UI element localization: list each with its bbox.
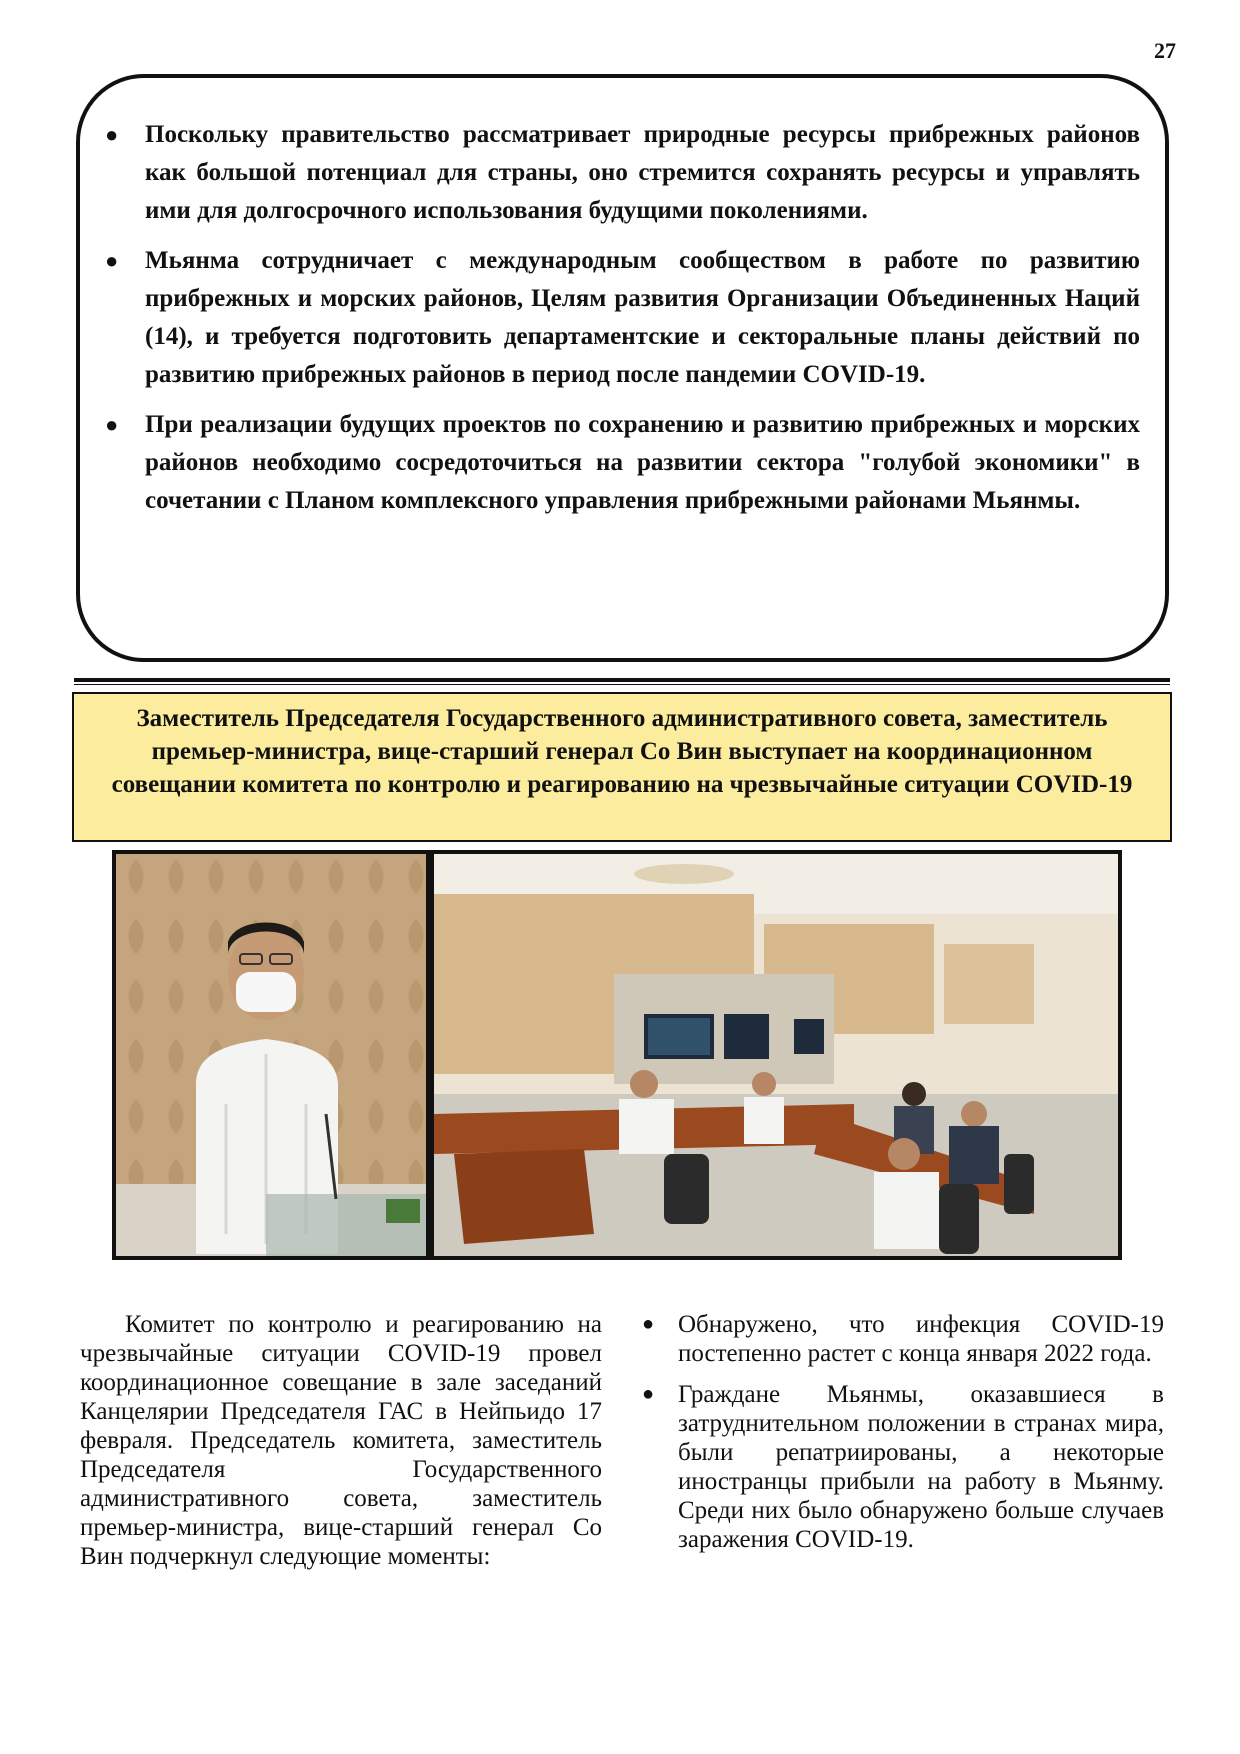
list-item xyxy=(105,116,1140,230)
bullet-icon: ● xyxy=(105,122,119,147)
bullet-text: Мьянма сотрудничает с международным сообществом в работе по развитию прибрежных и морских районов, Целям развития Организации Объединенных Наций (14), и требуется подготовить департаментские и секторальные планы действий по развитию прибрежных районов в период после пандемии COVID-19. xyxy=(145,247,1140,388)
meeting-room-illustration xyxy=(434,854,1122,1260)
bullet-icon: ● xyxy=(642,1383,655,1405)
bullet-text: Поскольку правительство рассматривает природные ресурсы прибрежных районов как большой потенциал для страны, оно стремится сохранять ресурсы и управлять ими для долгосрочного использования будущими поколениями. xyxy=(145,121,1140,224)
page-number: 27 xyxy=(1154,38,1176,63)
article-body-right-list xyxy=(638,1310,1164,1566)
section-divider xyxy=(74,678,1170,682)
bullet-icon: ● xyxy=(105,412,119,437)
speaker-photo xyxy=(112,850,430,1260)
bullet-text: Граждане Мьянмы, оказавшиеся в затруднительном положении в странах мира, были репатриированы, а некоторые иностранцы прибыли на работу в Мьянму. Среди них было обнаружено больше случаев заражения COVID-19. xyxy=(678,1381,1164,1553)
meeting-room-photo xyxy=(430,850,1122,1260)
bullet-text: Обнаружено, что инфекция COVID-19 постепенно растет с конца января 2022 года. xyxy=(678,1311,1164,1367)
list-item xyxy=(105,406,1140,520)
section-divider-thin xyxy=(74,684,1170,685)
list-item xyxy=(638,1380,1164,1554)
list-item xyxy=(105,242,1140,394)
bullet-text: При реализации будущих проектов по сохранению и развитию прибрежных и морских районов необходимо сосредоточиться на развитии сектора "голубой экономики" в сочетании с Планом комплексного управления прибрежными районами Мьянмы. xyxy=(145,411,1140,514)
speaker-illustration xyxy=(116,854,430,1260)
bullet-icon: ● xyxy=(642,1313,655,1335)
article-body-left: Комитет по контролю и реагированию на чрезвычайные ситуации COVID-19 провел координационное совещание в зале заседаний Канцелярии Председателя ГАС в Нейпьидо 17 февраля. Председатель комитета, заместитель Председателя Государственного административного совета, заместитель премьер-министра, вице-старший генерал Со Вин подчеркнул следующие моменты: xyxy=(80,1311,602,1570)
bullet-icon: ● xyxy=(105,248,119,273)
article-headline: Заместитель Председателя Государственного административного совета, заместитель премьер-министра, вице-старший генерал Со Вин выступает на координационном совещании комитета по контролю и реагированию на чрезвычайные ситуации COVID-19 xyxy=(72,692,1172,842)
list-item xyxy=(638,1310,1164,1368)
highlight-bullet-list xyxy=(105,116,1140,532)
